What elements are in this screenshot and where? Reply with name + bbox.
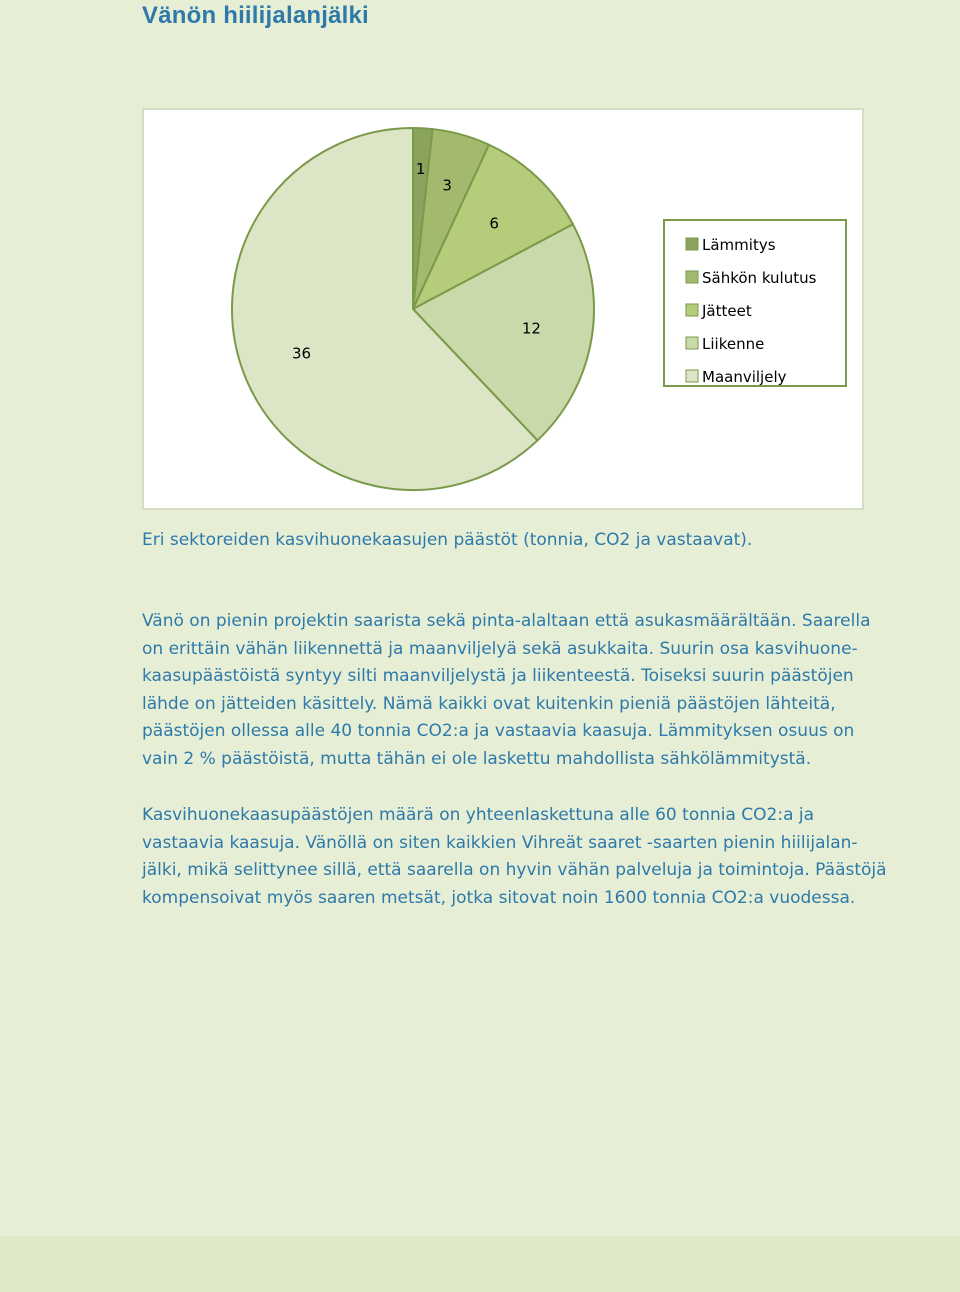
- pie-chart-frame: [142, 108, 864, 510]
- paragraph-1-line: kaasupäästöistä syntyy silti maanviljelystä ja liikenteestä. Toiseksi suurin päästöjen: [142, 666, 854, 687]
- bottom-decorative-band: [0, 1236, 960, 1292]
- legend-label: Liikenne: [702, 335, 765, 353]
- legend-swatch: [686, 238, 698, 250]
- paragraph-1-line: päästöjen ollessa alle 40 tonnia CO2:a ja vastaavia kaasuja. Lämmityksen osuus on: [142, 721, 855, 742]
- legend-label: Sähkön kulutus: [702, 269, 817, 287]
- pie-data-label: 6: [489, 214, 499, 233]
- legend-label: Lämmitys: [702, 236, 776, 254]
- pie-slices: [232, 128, 594, 490]
- page-title: Vänön hiilijalanjälki: [142, 2, 369, 29]
- paragraph-1-line: lähde on jätteiden käsittely. Nämä kaikki ovat kuitenkin pieniä päästöjen lähteitä,: [142, 693, 836, 714]
- pie-chart: [144, 110, 862, 508]
- legend-swatch: [686, 370, 698, 382]
- legend-swatch: [686, 304, 698, 316]
- paragraph-2-line: kompensoivat myös saaren metsät, jotka sitovat noin 1600 tonnia CO2:a vuodessa.: [142, 887, 856, 908]
- paragraph-2-line: vastaavia kaasuja. Vänöllä on siten kaikkien Vihreät saaret -saarten pienin hiilijalan-: [142, 832, 858, 853]
- paragraph-1-line: on erittäin vähän liikennettä ja maanviljelyä sekä asukkaita. Suurin osa kasvihuone-: [142, 638, 858, 659]
- paragraph-2-line: jälki, mikä selittynee sillä, että saarella on hyvin vähän palveluja ja toimintoja. Päästöjä: [142, 860, 887, 881]
- paragraph-1: [142, 608, 902, 774]
- paragraph-1-line: Vänö on pienin projektin saarista sekä pinta-alaltaan että asukasmäärältään. Saarella: [142, 611, 871, 631]
- chart-legend: [664, 220, 846, 386]
- legend-swatch: [686, 271, 698, 283]
- legend-swatch: [686, 337, 698, 349]
- paragraph-2: [142, 802, 902, 912]
- legend-label: Maanviljely: [702, 368, 787, 386]
- pie-data-label: 12: [521, 319, 541, 338]
- chart-caption: Eri sektoreiden kasvihuonekaasujen päästöt (tonnia, CO2 ja vastaavat).: [142, 530, 753, 550]
- paragraph-1-line: vain 2 % päästöistä, mutta tähän ei ole laskettu mahdollista sähkölämmitystä.: [142, 748, 812, 769]
- pie-data-label: 3: [442, 176, 452, 195]
- legend-label: Jätteet: [702, 302, 752, 320]
- pie-data-label: 36: [291, 344, 312, 363]
- pie-data-label: 1: [415, 160, 426, 179]
- paragraph-2-line: Kasvihuonekaasupäästöjen määrä on yhteenlaskettuna alle 60 tonnia CO2:a ja: [142, 805, 815, 825]
